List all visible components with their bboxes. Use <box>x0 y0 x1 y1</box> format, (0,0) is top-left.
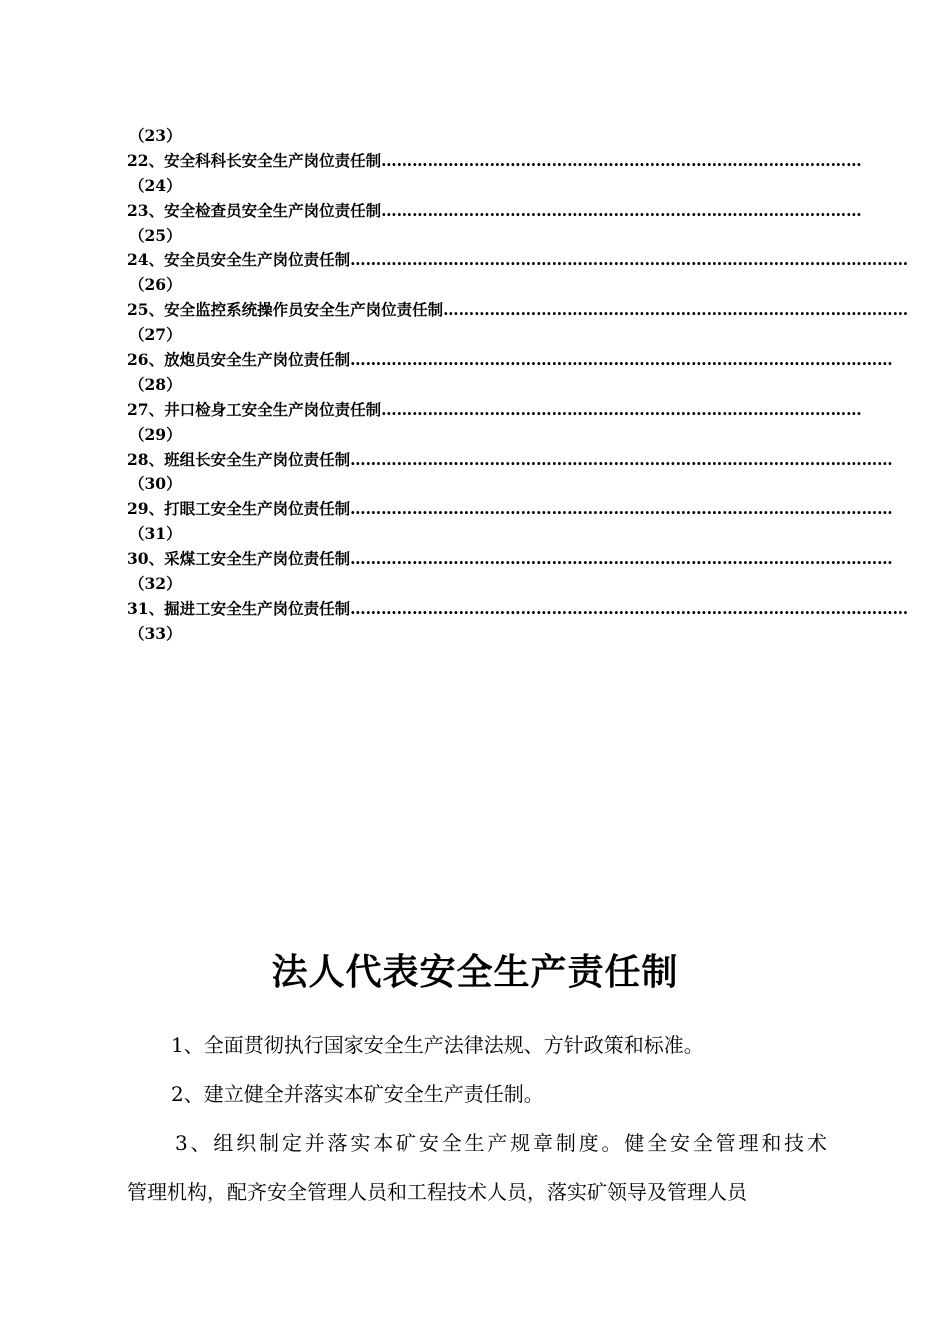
toc-page-number: （23） <box>129 126 182 145</box>
toc-page-number: （33） <box>129 623 182 643</box>
toc-page-number: （29） <box>129 424 182 444</box>
paragraph-1: 1、全面贯彻执行国家安全生产法律法规、方针政策和标准。 <box>171 1033 704 1057</box>
paragraph-2: 2、建立健全并落实本矿安全生产责任制。 <box>171 1082 544 1106</box>
toc-entry-title: 31、掘进工安全生产岗位责任制 <box>127 598 351 618</box>
toc-leader-dots: ……………………………………………………………………………… <box>443 300 909 320</box>
toc-page-number: （27） <box>129 325 182 345</box>
toc-entry-title: 25、安全监控系统操作员安全生产岗位责任制 <box>127 300 444 320</box>
toc-leader-dots: ……………………………………………………………………………………………… <box>350 250 909 270</box>
toc-entry-title: 30、采煤工安全生产岗位责任制 <box>127 549 351 569</box>
toc-page-number: （25） <box>129 225 182 245</box>
toc-leader-dots: ……………………………………………………………………………………………… <box>350 598 909 618</box>
toc-entry-title: 26、放炮员安全生产岗位责任制 <box>127 350 351 370</box>
toc-entry-title: 28、班组长安全生产岗位责任制 <box>127 449 351 469</box>
toc-leader-dots: …………………………………………………………………………………………… <box>350 549 893 569</box>
toc-entry[interactable] <box>127 398 862 423</box>
toc-entry-title: 23、安全检查员安全生产岗位责任制 <box>127 200 382 220</box>
table-of-contents <box>127 124 909 647</box>
toc-entry[interactable] <box>127 547 893 572</box>
toc-page-number: （24） <box>129 175 182 195</box>
toc-entry[interactable] <box>127 298 909 323</box>
toc-page-number: （32） <box>129 574 182 594</box>
toc-leader-dots: ………………………………………………………………………………… <box>381 150 862 170</box>
toc-leader-dots: …………………………………………………………………………………………… <box>350 350 893 370</box>
toc-leader-dots: …………………………………………………………………………………………… <box>350 499 893 519</box>
toc-leader-dots: ………………………………………………………………………………… <box>381 200 862 220</box>
toc-leader-dots: …………………………………………………………………………………………… <box>350 449 893 469</box>
toc-page-number: （31） <box>129 524 182 544</box>
toc-entry-title: 27、井口检身工安全生产岗位责任制 <box>127 399 382 419</box>
toc-leader-dots: ………………………………………………………………………………… <box>381 399 862 419</box>
toc-entry-title: 24、安全员安全生产岗位责任制 <box>127 250 351 270</box>
toc-entry[interactable] <box>127 597 909 622</box>
toc-entry[interactable] <box>127 199 862 224</box>
toc-entry[interactable] <box>127 448 893 473</box>
paragraph-3: 3、组织制定并落实本矿安全生产规章制度。健全安全管理和技术 <box>175 1131 827 1155</box>
toc-page-number: （28） <box>129 374 182 394</box>
toc-entry[interactable] <box>127 348 893 373</box>
document-title: 法人代表安全生产责任制 <box>271 952 679 993</box>
toc-page-number: （26） <box>129 275 182 295</box>
toc-entry-title: 22、安全科科长安全生产岗位责任制 <box>127 150 382 170</box>
paragraph-3-continuation: 管理机构，配齐安全管理人员和工程技术人员，落实矿领导及管理人员 <box>127 1180 747 1204</box>
toc-page-number: （30） <box>129 474 182 494</box>
toc-entry[interactable] <box>127 248 909 273</box>
toc-entry-title: 29、打眼工安全生产岗位责任制 <box>127 499 351 519</box>
toc-entry[interactable] <box>127 497 893 522</box>
toc-entry[interactable] <box>127 149 862 174</box>
